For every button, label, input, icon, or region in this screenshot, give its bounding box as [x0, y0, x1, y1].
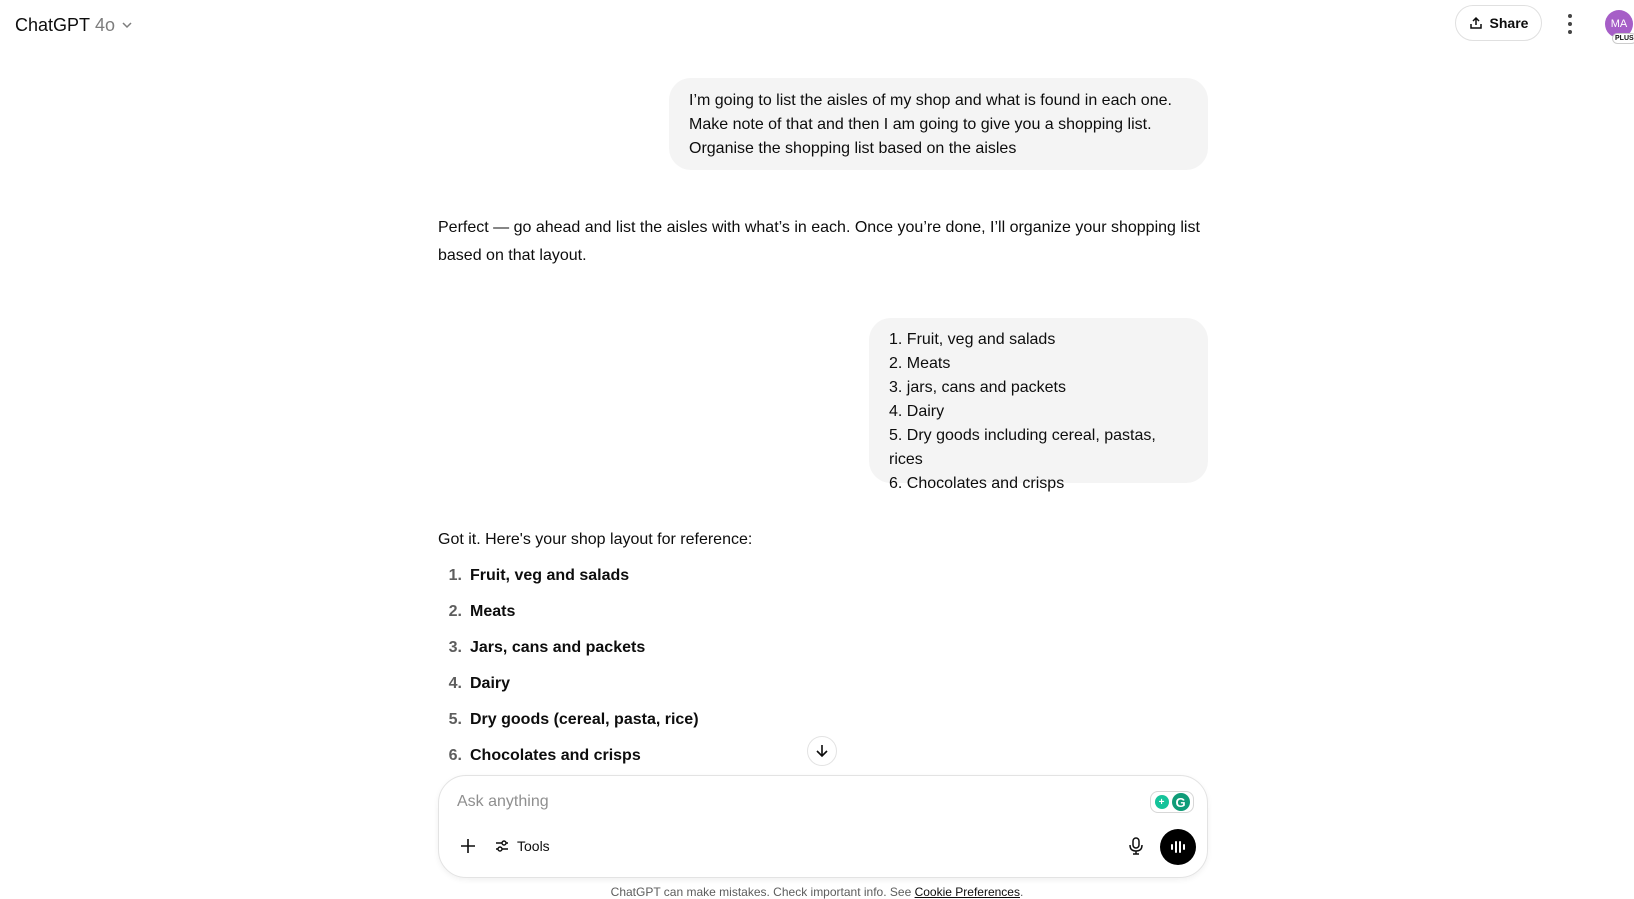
list-label: Chocolates and crisps [470, 747, 641, 764]
scroll-to-bottom-button[interactable] [807, 736, 837, 766]
list-label: Dry goods (cereal, pasta, rice) [470, 711, 699, 728]
model-switcher[interactable] [15, 12, 133, 38]
disclaimer [0, 885, 1634, 899]
list-number: 5. [448, 711, 462, 728]
message-line: Organise the shopping list based on the aisles [689, 140, 1017, 157]
list-item [438, 738, 1038, 774]
disclaimer-suffix: . [1019, 885, 1024, 899]
list-item [438, 666, 1038, 702]
message-line: 4. Dairy [889, 403, 945, 420]
app-name: ChatGPT [15, 14, 91, 35]
voice-mode-button[interactable] [1160, 829, 1196, 865]
message-composer[interactable] [438, 775, 1208, 878]
list-item [438, 558, 1038, 594]
grammarly-icon: G [1172, 793, 1190, 811]
user-message [869, 318, 1208, 492]
plus-icon [459, 837, 477, 855]
list-number: 4. [448, 675, 462, 692]
plan-badge: PLUS [1612, 33, 1634, 44]
tools-label: Tools [517, 838, 550, 854]
disclaimer-text: ChatGPT can make mistakes. Check important info. See [610, 885, 915, 899]
cookie-preferences-link[interactable]: Cookie Preferences [914, 885, 1020, 899]
dictate-button[interactable] [1124, 834, 1148, 858]
message-line: 6. Chocolates and crisps [889, 475, 1065, 492]
message-input[interactable]: Ask anything [457, 793, 549, 810]
list-item [438, 630, 1038, 666]
tools-button[interactable] [494, 834, 550, 858]
list-label: Meats [470, 603, 516, 620]
share-button[interactable] [1455, 5, 1542, 41]
message-line: 1. Fruit, veg and salads [889, 331, 1056, 348]
list-item [438, 594, 1038, 630]
grammarly-widget[interactable] [1150, 791, 1194, 813]
list-number: 1. [448, 567, 462, 584]
list-number: 6. [448, 747, 462, 764]
aisle-list [438, 558, 1038, 774]
list-label: Jars, cans and packets [470, 639, 646, 656]
arrow-down-icon [814, 743, 830, 759]
avatar[interactable]: MA [1605, 10, 1633, 38]
microphone-icon [1128, 837, 1144, 855]
list-item [438, 702, 1038, 738]
message-line: I’m going to list the aisles of my shop and what is found in each one. [689, 92, 1172, 109]
model-version: 4o [95, 14, 116, 35]
message-line: 2. Meats [889, 355, 951, 372]
attach-button[interactable] [456, 834, 480, 858]
message-line: 5. Dry goods including cereal, pastas, rices [889, 427, 1156, 468]
list-number: 3. [448, 639, 462, 656]
list-label: Dairy [470, 675, 511, 692]
voice-waveform-icon [1169, 839, 1187, 855]
more-options-icon[interactable] [1560, 10, 1580, 38]
assistant-message: Perfect — go ahead and list the aisles with what’s in each. Once you’re done, I’ll organize your shopping list based on that layout. [438, 219, 1200, 264]
user-message [669, 78, 1208, 170]
message-line: Make note of that and then I am going to give you a shopping list. [689, 116, 1152, 133]
message-line: 3. jars, cans and packets [889, 379, 1066, 396]
share-label: Share [1489, 15, 1529, 31]
list-label: Fruit, veg and salads [470, 567, 630, 584]
share-icon [1469, 16, 1483, 30]
sliders-icon [494, 838, 510, 854]
list-number: 2. [448, 603, 462, 620]
grammarly-suggestion-icon: + [1155, 795, 1169, 809]
assistant-intro: Got it. Here's your shop layout for reference: [438, 531, 753, 548]
chevron-down-icon [121, 19, 133, 31]
